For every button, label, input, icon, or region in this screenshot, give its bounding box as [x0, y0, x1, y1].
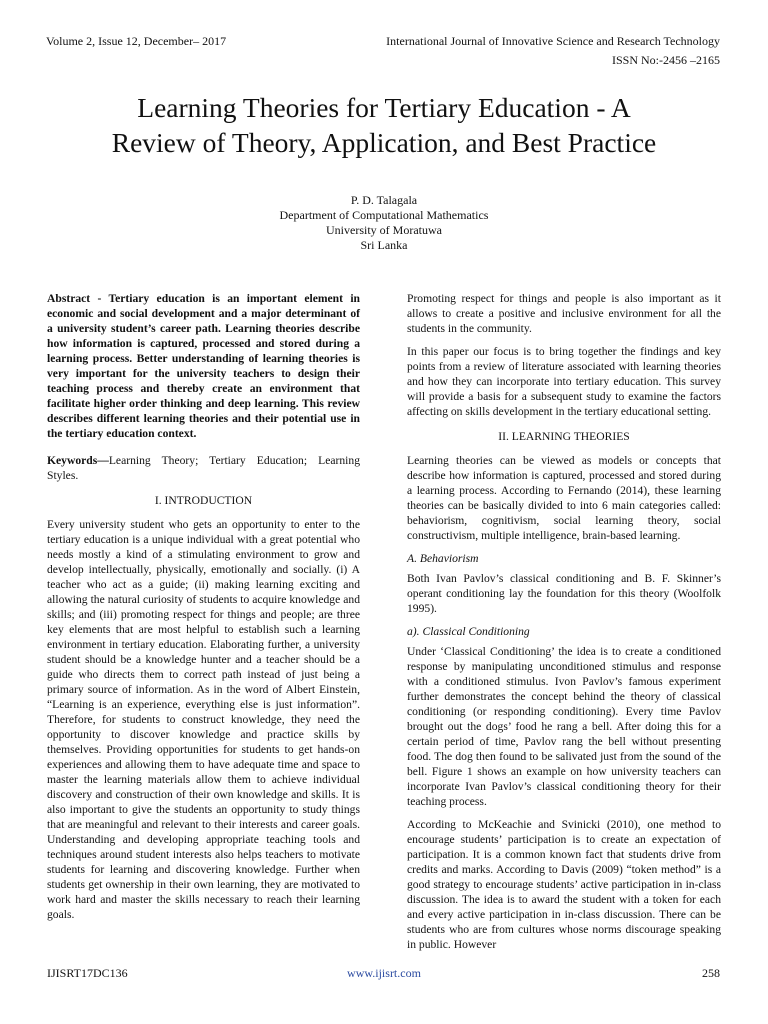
- keywords-text: Learning Theory; Tertiary Education; Learning Styles.: [47, 454, 360, 482]
- footer-website-link[interactable]: www.ijisrt.com: [347, 966, 421, 980]
- introduction-paragraph: Every university student who gets an opportunity to enter to the tertiary education is a unique individual with a great potential who needs mostly a kind of a stimulating environment to grow and develop intellectually, physically, emotionally and socially. (i) A teacher who act as a guide; (ii) making learning exciting and allowing the natural curiosity of students to acquire knowledge and skills; and (iii) promoting respect for things and people; are three key elements that are most helpful to establish such a learning environment in tertiary education. Elaborating further, a university student should be a knowledge hunter and a teacher should be a guide who directs them to correct path instead of just being a primary source of information. As in the word of Albert Einstein, “Learning is an experience, everything else is just information”. Therefore, for students to construct knowledge, they need the opportunity to discover knowledge and practice skills by themselves. Providing opportunities for students to get hands-on experiences and allowing them to have adequate time and space to master the learning materials allow them to achieve individual discovery and construction of their own knowledge and skills. It is also important to give the students an opportunity to study things that are meaningful and relevant to their interests and career goals. Understanding and developing appropriate teaching tools and techniques around student interests also helps teachers to motivate students for learning and discovering knowledge. Further when students get ownership in their own learning, they are motivated to work hard and master the skills necessary to reach their learning goals.: [47, 518, 360, 921]
- section-heading-learning-theories: II. LEARNING THEORIES: [498, 430, 630, 443]
- section-heading-introduction: I. INTRODUCTION: [154, 494, 253, 507]
- journal-issn: ISSN No:-2456 –2165: [611, 53, 720, 67]
- right-column: [407, 291, 721, 960]
- author-country: Sri Lanka: [360, 238, 408, 252]
- page-number: 258: [702, 966, 720, 980]
- title-line-1: Learning Theories for Tertiary Education - A: [137, 92, 631, 123]
- paragraph-respect: Promoting respect for things and people is also important as it allows to create a positive and inclusive environment for all the students in the community.: [407, 292, 721, 335]
- paragraph-classical-conditioning: Under ‘Classical Conditioning’ the idea is to create a conditioned response by manipulating unconditioned stimulus and response with a conditioned stimulus. Ivon Pavlov’s famous experiment further demonstrates the concept behind the theory of classical conditioning (or responding conditioning). Every time Pavlov brought out the dogs’ food he rang a bell. After doing this for a certain period of time, Pavlov rang the bell without presenting food. The dog then found to be salivated just from the sound of the bell. Figure 1 shows an example on how university teachers can incorporate Ivan Pavlov’s classical conditioning theory for their teaching process.: [407, 645, 721, 808]
- paragraph-focus: In this paper our focus is to bring together the findings and key points from a review of literature associated with learning theories and how they can incorporate into tertiary education. This survey will provide a basis for a subsequent study to examine the factors affecting on skills development in the tertiary educational setting.: [407, 345, 721, 418]
- paragraph-behaviorism: Both Ivan Pavlov’s classical conditioning and B. F. Skinner’s operant conditioning lay the foundation for this theory (Woolfolk 1995).: [407, 572, 721, 615]
- footer-paper-id: IJISRT17DC136: [47, 966, 128, 980]
- left-column: [47, 291, 360, 930]
- keywords-label: Keywords—: [47, 454, 109, 467]
- paper-title: [40, 90, 728, 160]
- journal-name: International Journal of Innovative Science and Research Technology: [386, 34, 720, 48]
- title-line-2: Review of Theory, Application, and Best Practice: [111, 127, 657, 158]
- author-department: Department of Computational Mathematics: [279, 208, 489, 222]
- paragraph-participation: According to McKeachie and Svinicki (2010), one method to encourage students’ participation is to create an expectation of participation. It is a common known fact that students drive from credits and marks. According to Davis (2009) “token method” is a good strategy to encourage students’ active participation in in-class discussion. The idea is to award the student with a token for each and every active participation in in-class discussion. There can be students who are from cultures whose norms discourage speaking in public. However: [407, 818, 721, 951]
- subheading-classical-conditioning: a). Classical Conditioning: [407, 625, 530, 638]
- author-block: [0, 193, 768, 253]
- author-university: University of Moratuwa: [326, 223, 442, 237]
- author-name: P. D. Talagala: [350, 193, 418, 207]
- journal-volume: Volume 2, Issue 12, December– 2017: [46, 34, 227, 48]
- paragraph-learning-theories: Learning theories can be viewed as models or concepts that describe how information is captured, processed and stored during a learning process. According to Fernando (2014), these learning theories can be basically divided to into 6 main categories called: behaviorism, cognitivism, social learning theory, social constructivism, multiple intelligence, brain-based learning.: [407, 454, 721, 542]
- subheading-behaviorism: A. Behaviorism: [407, 552, 479, 565]
- abstract: Abstract - Tertiary education is an important element in economic and social development and a major determinant of a university student’s career path. Learning theories describe how information is captured, processed and stored during a learning process. Better understanding of learning theories is very important for the university teachers to design their teaching process and thereby create an environment that facilitate higher order thinking and deep learning. This review describes different learning theories and their potential use in the tertiary education context.: [47, 292, 360, 440]
- keywords: [47, 453, 360, 483]
